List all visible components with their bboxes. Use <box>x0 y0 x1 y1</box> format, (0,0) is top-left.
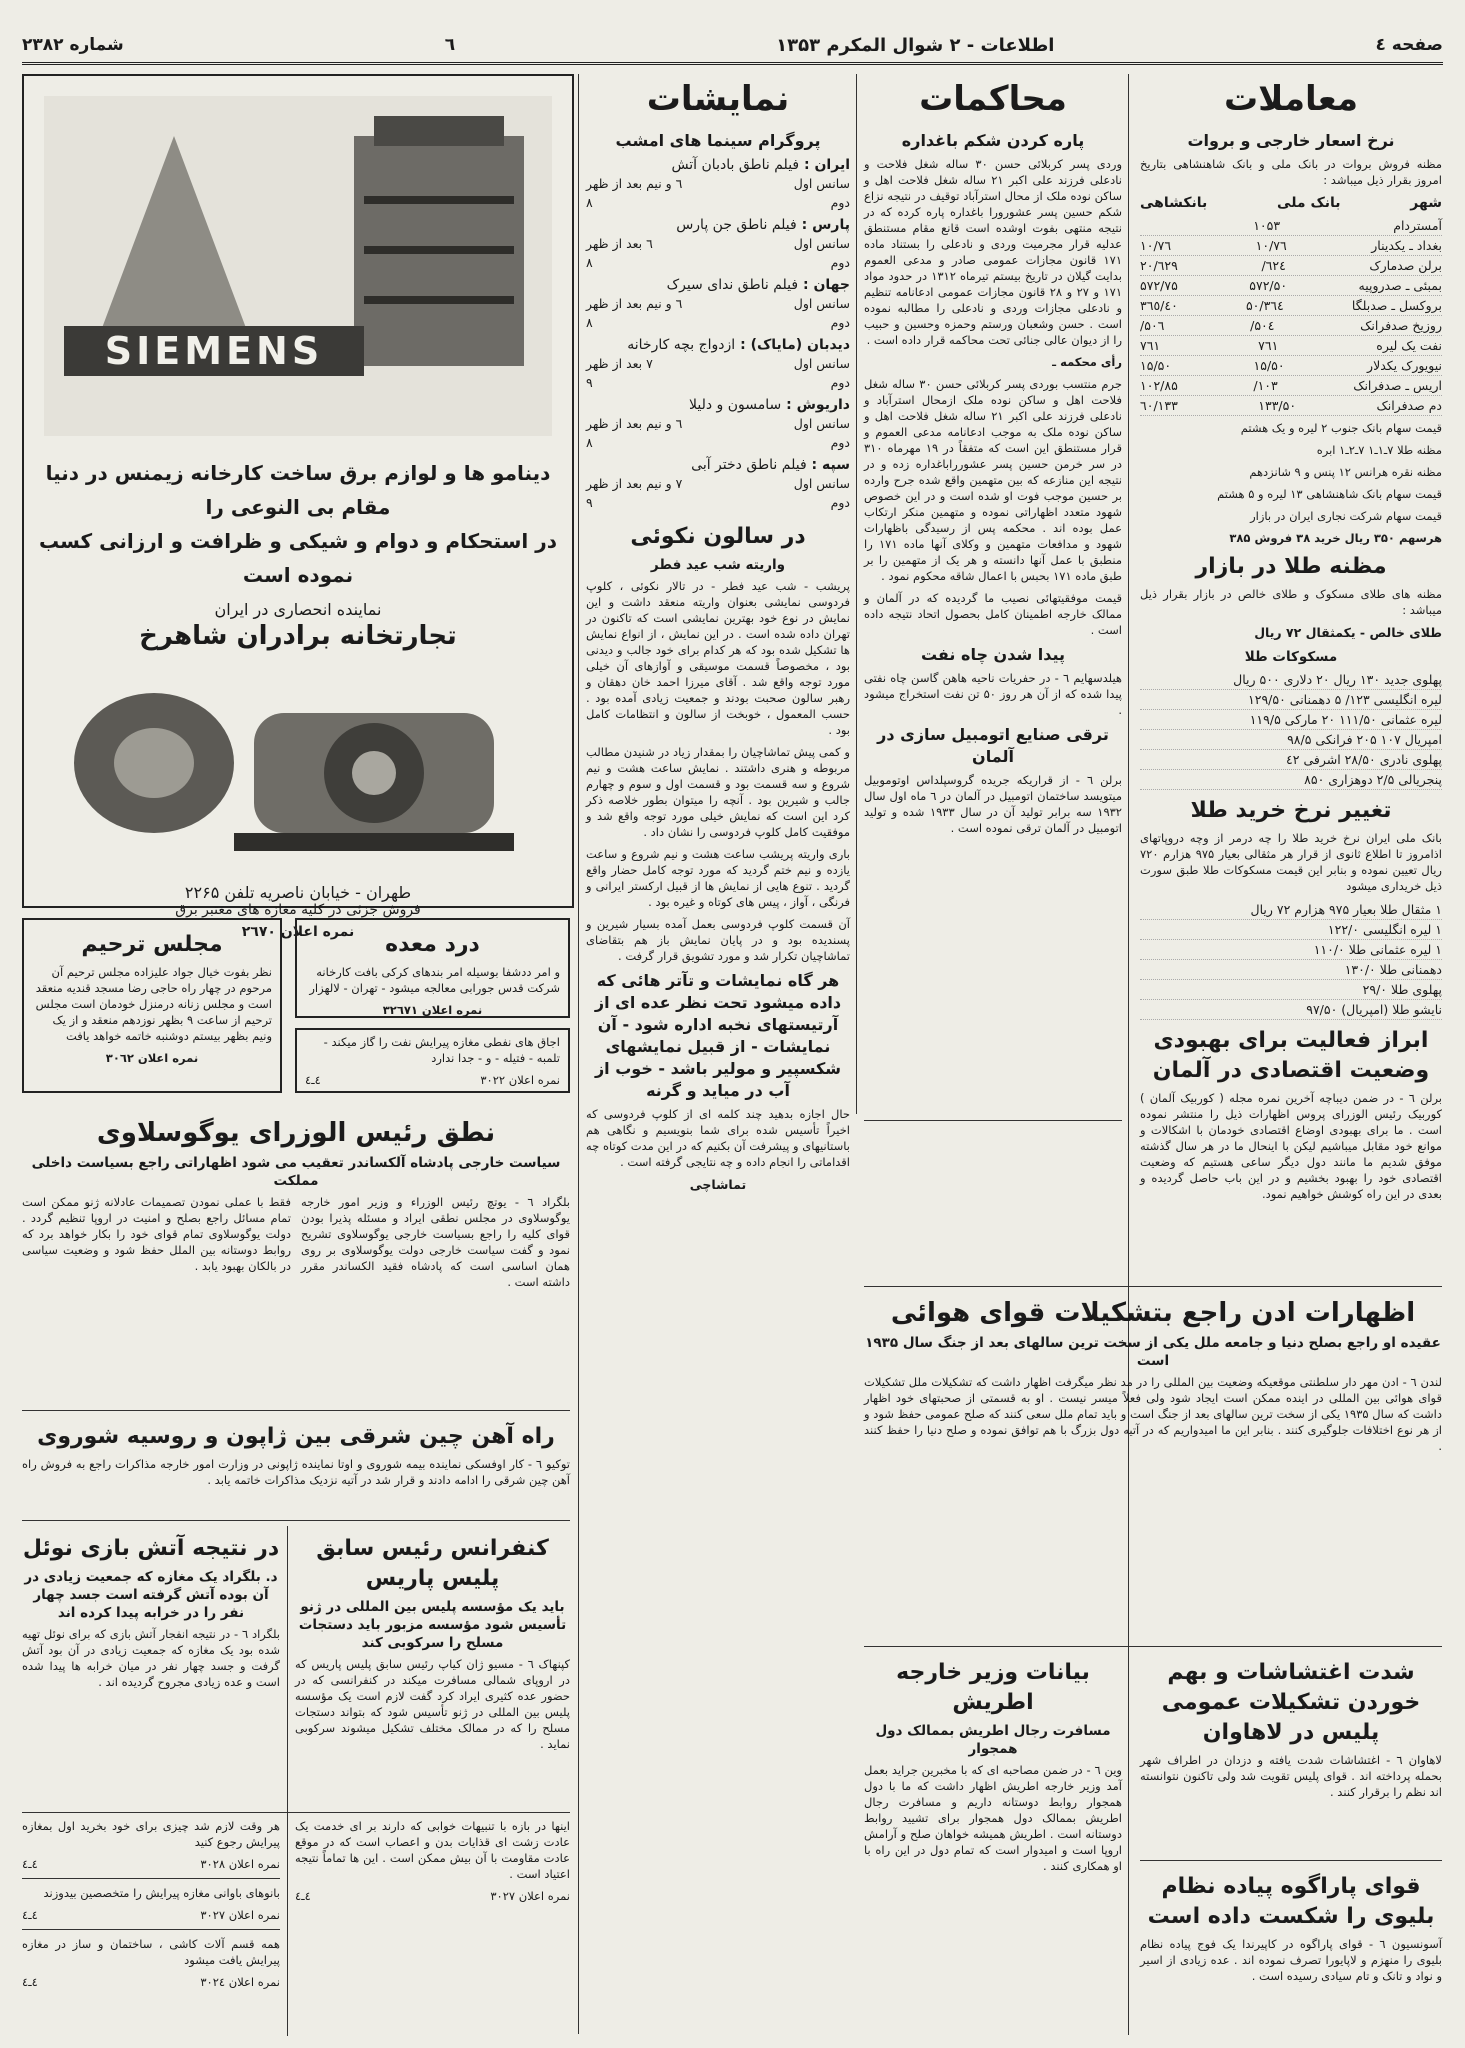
verdict-title: رأی محکمه ـ <box>1052 355 1122 369</box>
nekui-body-3: باری واریته پریشب ساعت هشت و نیم شروع و ساعت یازده و نیم ختم گردید که مورد توجه کامل حضار واقع گردید . تنوع هایی از نمایش ها از قبیل ارکستر ایرانی و فرنگی ، آواز ، پیس های کوتاه و غیره بود . <box>586 847 850 909</box>
change-title: تغییر نرخ خرید طلا <box>1190 798 1392 823</box>
session-time: ۸ <box>586 315 593 330</box>
auto-industry-title: ترقی صنایع اتومبیل سازی در آلمان <box>877 725 1109 766</box>
rate-melli: ۱۵/۵۰ <box>1253 358 1285 373</box>
whenever-ad-body: هر وقت لازم شد چیزی برای خود بخرید اول بمغازه پیرایش رجوع کنید <box>22 1819 280 1849</box>
showtime-row <box>586 193 850 212</box>
rate-shahi: ۵۰٦/ <box>1140 318 1165 333</box>
column-rule <box>287 1526 288 2036</box>
police-title: کنفرانس رئیس سابق پلیس پاریس <box>316 1536 549 1591</box>
fire-title: در نتیجه آتش بازی نوئل <box>22 1536 280 1561</box>
session-label: سانس اول <box>793 176 850 191</box>
showtime-row <box>586 174 850 193</box>
brain-ad <box>295 1818 570 2018</box>
tools-ad-number: نمره اعلان ۳۰۲٤ <box>200 1975 280 1989</box>
session-label: دوم <box>830 195 850 210</box>
siemens-line-2: در استحکام و دوام و شیکی و ظرافت و ارزانی کسب نموده است <box>39 529 557 587</box>
theater-body: حال اجازه بدهید چند کلمه ای از کلوپ فردوسی که اخیراً تأسیس شده برای شما بنویسیم و نگاهی هم باستانیهای و پیشرفت آن بکنیم که در این مدت کوتاه چه اقداماتی را انجام داده و چه نتایجی گرفته است . <box>586 1107 850 1169</box>
cinema-film: فیلم ناطق بادبان آتش <box>671 157 800 173</box>
session-time: ۹ <box>586 495 593 510</box>
tools-ad-body: همه قسم آلات کاشی ، ساختمان و ساز در مغازه پیرایش یافت میشود <box>22 1937 280 1967</box>
session-time: ٦ و نیم بعد از ظهر <box>586 176 683 191</box>
stomach-title: درد معده <box>385 932 480 957</box>
showtime-row <box>586 373 850 392</box>
paraguay-article <box>1140 1866 1442 2026</box>
showtime-row <box>586 493 850 512</box>
section-rule <box>864 1646 1442 1647</box>
mourning-title: مجلس ترحیم <box>81 932 223 957</box>
ladies-ad-body: بانوهای باوانی مغازه پیرایش را متخصصین بیدوزند <box>43 1886 280 1900</box>
yugoslavia-title: نطق رئیس الوزرای یوگوسلاوی <box>96 1118 496 1148</box>
heater-code: ٤ـ٤ <box>305 1073 321 1087</box>
court-body-1: وردی پسر کربلائی حسن ۳۰ ساله شغل فلاحت و نادعلی فرزند علی اکبر ۲۱ ساله شغل فلاحت اهل و ساکن نوده ملک از محال استرآباد توقیف در نتیجه نزاع شکم حسین پسر عشورورا باغداره پاره کرده که در نتیجه منتهی بفوت اوشده است قانع مقام مستنطق عدلیه قرار مجرمیت وردی و نادعلی را بستناد ماده ۱۷۱ قانون مجازات عمومی صادر و مدعی العموم بدایت گیلان در تاریخ بیستم تیرماه ۱۳۱۲ در حدود مواد ۱۷۱ و ۲۷ و ۲۸ قانون مجازات عمومی ادعانامه تنظیم و نادعلی مجازات وردی و نادعلی را مطالبه نموده است . حسن وشعبان ورستم وحمزه وحسین و حبیب را از دیوان عالی جنائی تحت محاکمه قرار داده است . <box>864 157 1123 347</box>
airforce-article <box>864 1290 1442 1540</box>
section-rule <box>1140 1860 1442 1861</box>
court-title: محاکمات <box>919 79 1067 119</box>
rate-shahi: ۳٦٥/٤۰ <box>1140 298 1178 313</box>
rate-row <box>1140 276 1442 296</box>
whenever-ad-number: نمره اعلان ۳۰۲۸ <box>200 1857 280 1871</box>
coin-price-row: امپریال ۱۰۷ ۲۰۵ فرانکی ۹۸/۵ <box>1140 730 1442 750</box>
cinema-entry <box>586 156 850 174</box>
heater-body: اجاق های نفطی مغازه پیرایش نفت را گاز میکند - تلمبه - فتیله - و - جدا ندارد <box>323 1035 560 1065</box>
cinema-list <box>586 156 850 512</box>
section-rule <box>22 1520 570 1521</box>
cinema-film: ازدواج بچه کارخانه <box>627 337 736 353</box>
railway-article <box>22 1416 570 1516</box>
section-rule <box>22 1812 570 1813</box>
stomach-ad <box>295 918 570 1018</box>
siemens-company: تجارتخانه برادران شاهرخ <box>139 621 457 651</box>
theater-signature: تماشاچی <box>689 1177 747 1192</box>
rate-melli: ٦۲٤/ <box>1261 258 1286 273</box>
page-number: ٦ <box>444 35 456 55</box>
rate-row <box>1140 336 1442 356</box>
session-label: دوم <box>830 495 850 510</box>
ladies-ad-footer <box>22 1907 280 1923</box>
whenever-ad-footer <box>22 1856 280 1872</box>
coin-price-row: پهلوی جدید ۱۳۰ ریال ۲۰ دلاری ۵۰۰ ریال <box>1140 670 1442 690</box>
rate-shahi: ۱۳۳/٦۰ <box>1140 398 1178 413</box>
cinema-separator: : <box>799 157 815 173</box>
rates-col-city: شهر <box>1410 195 1442 211</box>
stock-note: قیمت سهام شرکت نجاری ایران در بازار <box>1250 509 1442 523</box>
siemens-brand-text: SIEMENS <box>104 329 324 373</box>
airforce-body: لندن ٦ - ادن مهر دار سلطنتی موقعیکه وضعیت بین المللی را در مد نظر میگرفت اظهار داشت که تشکیلات ملل تشکیلات قوای هوائی بین المللی در اینده ممکن است ایجاد شود ولی فعلاً میسر نیست . او به قسمتی از صحبتهای خود اظهار داشت که سال ۱۹۳۵ یکی از سخت ترین سالهای بعد از جنگ است و باید تمام ملل سعی کنند که صلح عمومی حفظ شود و از هر نوع اختلافات جلوگیری کنند . بنابر این ما امیدواریم که در آتیه دول بزرگ با هم توافق نموده و صلح دنیا را حفظ کنند . <box>864 1375 1442 1453</box>
gold-buy-price-row: نایشو طلا (امپریال) ۹۷/۵۰ <box>1140 1000 1442 1020</box>
rate-melli: ۱۰۳/ <box>1253 378 1278 393</box>
stock-price: هرسهم ۳۵۰ ریال خرید ۳۸ فروش ۳۸۵ <box>1229 531 1442 545</box>
price-note: قیمت موفقیتهائی نصیب ما گردیده که در آلمان و ممالک خارجه اطمینان کامل بحصول اتحاد نتیجه داده است . <box>864 591 1122 637</box>
cinema-name: پارس <box>812 217 850 233</box>
gold-buy-price-row: ۱ لیره انگلیسی ۱۲۲/۰ <box>1140 920 1442 940</box>
session-time: ۸ <box>586 195 593 210</box>
bottom-left-ads <box>22 1818 280 2018</box>
lahore-article <box>1140 1652 1442 1852</box>
cinema-separator: : <box>796 217 813 233</box>
rates-col-melli: بانک ملی <box>1277 195 1341 211</box>
siemens-ad-number: نمره اعلان ۲٦۷۰ <box>241 924 355 940</box>
column-rule <box>578 74 579 2034</box>
rate-city: برلن صدمارک <box>1369 258 1442 273</box>
rate-city: آمستردام <box>1393 218 1442 233</box>
gold-buy-price-row: دهمنانی طلا ۱۳۰/۰ <box>1140 960 1442 980</box>
cinema-name: جهان <box>813 277 850 293</box>
rate-row <box>1140 356 1442 376</box>
rate-city: اریس ـ صدفرانک <box>1353 378 1442 393</box>
cinema-name: ایران <box>814 157 850 173</box>
pure-gold-price: طلای خالص - یکمثقال ۷۲ ریال <box>1254 625 1442 640</box>
court-body-2: جرم منتسب بوردی پسر کربلائی حسن ۳۰ ساله شغل فلاحت اهل و ساکن نوده ملک ازمحال استرآباد و نادعلی فرزند علی اکبر ۲۱ ساله شغل فلاحت اهل و ساکن نوده ملک به موجب ادعانامه مدعی العموم و قرار مستنطق این است که متفقاً در ۱۹ مهرماه ۳۱۰ در سر خرمن حسین پسر عشورراباغداره زده و در نتیجه این منازعه که بین متهمین واقع شده جرح وارده بر حسین موجب فوت او شده است و در این خصوص شهود متعدد اظهاراتی نموده و متهمین منکر ارتکاب عمل بوده اند . محکمه پس از رسیدگی باظهارات شهود و مدافعات متهمین و وکلای آنها ماده ۱۷۱ را منطبق با عمل آنها دانسته و هر یک از متهمین را بر طبق ماده ۱۷۱ بحبس با اعمال شاقه محکوم نمود . <box>864 377 1123 583</box>
ad-divider <box>22 1929 280 1930</box>
session-label: سانس اول <box>793 416 850 431</box>
rate-city: بمبئی ـ صدروپیه <box>1358 278 1442 293</box>
rate-shahi: ۵۷۲/۷۵ <box>1140 278 1178 293</box>
police-body: کپنهاک ٦ - مسیو ژان کیاپ رئیس سابق پلیس پاریس که در اروپای شمالی مسافرت میکند در کنفرانسی که در حضور عده کثیری ایراد کرد گفت لازم است یک مؤسسه پلیس بین المللی در ژنو تأسیس شود که بتواند دستجات مسلح را که در ممالک مختلف تشکیل میشوند سرکوبی نماید . <box>295 1657 570 1751</box>
shows-title: نمایشات <box>646 79 790 119</box>
yugoslavia-body-1: بلگراد ٦ - یوتچ رئیس الوزراء و وزیر امور خارجه یوگوسلاوی در مجلس نطقی ایراد و مسئله پذیرا بودن قوای کلیه را راجع بسیاست خارجی یوگوسلاوی تشریح نمود و گفت سیاست خارجی دولت یوگوسلاوی بر روی همان اساسی است که پادشاه فقید الکساندر مقرر داشته است . <box>301 1195 570 1289</box>
theater-headline: هر گاه نمایشات و تآتر هائی که داده میشود تحت نظر عده ای از آرتیستهای نخبه اداره شود - آن نمایشات - از قبیل نمایشهای شکسپیر و مولیر باشد - خوب از آب در میاید و گرنه <box>594 971 842 1100</box>
rates-header-row <box>1140 194 1442 212</box>
gold-market-intro: مظنه های طلای مسکوک و طلای خالص در بازار بقرار ذیل میباشد : <box>1140 587 1442 617</box>
showtime-row <box>586 354 850 373</box>
rate-melli: ۵۷۲/۵۰ <box>1249 278 1288 293</box>
nekui-body-2: و کمی پیش تماشاچیان را بمقدار زیاد در شنیدن مطالب مربوطه و هنری داشتند . نمایش ساعت هشت و نیم شروع و سه قسمت بود و قسمت اول و سوم و چهارم جالب و شیرین بود . آنچه را میتوان بطور خلاصه ذکر کرد این است که نمایش خیلی مورد توجه واقع شد و موفقیت کامل کلوپ فردوسی را نشان داد . <box>586 745 850 839</box>
session-label: سانس اول <box>793 356 850 371</box>
cinema-name: داریوش <box>796 397 850 413</box>
court-headline-1: پاره کردن شکم باغداره <box>901 131 1085 150</box>
brain-ad-body: اینها در بازه با تنبیهات خوابی که دارند بر ای خدمت یک عادت زشت ای قذایات بدن و اعصاب است که در موقع عادت مقاومت با آن بیش ممکن است . این ها تماماً نتیجه اعتیاد است . <box>295 1819 570 1881</box>
column-rule <box>1128 1650 1129 2035</box>
rate-shahi: ۷٦۱ <box>1140 338 1161 353</box>
showtime-row <box>586 313 850 332</box>
coin-price-row: لیره عثمانی ۱۱۱/۵۰ ۲۰ مارکی ۱۱٩/۵ <box>1140 710 1442 730</box>
session-time: ۷ بعد از ظهر <box>586 356 653 371</box>
fire-article <box>22 1528 280 1808</box>
rate-shahi: ۱۰۲/۸۵ <box>1140 378 1178 393</box>
shahi-shares: قیمت سهام بانک شاهنشاهی ۱۳ لیره و ۵ هشتم <box>1217 487 1442 501</box>
austria-sub: مسافرت رجال اطریش بممالک دول همجوار <box>875 1723 1111 1757</box>
bank-south-shares: قیمت سهام بانک جنوب ۲ لیره و یک هشتم <box>1240 421 1442 435</box>
economy-body: برلن ٦ - در ضمن دیباچه آخرین نمره مجله ( کوربیک آلمان ) کوربیک رئیس الوزرای پروس اظهارات ذیل را منتشر نموده است . ما برای بهبودی اوضاع اقتصادی خودمان با اشکالات و موانع خود مقابل میباشیم لیکن با اینحال ما در هر سال گذشته موفق شدیم ما مانند دول دیگر ساعی هستیم که وضعیت اقتصادی خود را بهبود بخشیم و در این باب حاصل گردیده و بعدی در این راه کوشش خواهیم نمود. <box>1140 1091 1442 1201</box>
siemens-machinery-illustration <box>24 76 572 456</box>
brain-ad-code: ٤ـ٤ <box>295 1889 311 1903</box>
siemens-address: طهران - خیابان ناصریه تلفن ۲۲۶۵ <box>184 883 412 902</box>
rate-city: بغداد ـ یکدینار <box>1371 238 1442 253</box>
rate-row <box>1140 396 1442 416</box>
cinema-film: سامسون و دلیلا <box>688 397 782 413</box>
rate-row <box>1140 296 1442 316</box>
railway-body: توکیو ٦ - کار اوفسکی نماینده بیمه شوروی و اوتا نماینده ژاپونی در وزارت امور خارجه مذاکرات راجع به فروش راه آهن چین شرقی را ادامه دادند و قرار شد در آتیه نزدیک مذاکرات خاتمه یابد . <box>22 1457 570 1487</box>
police-sub: باید یک مؤسسه پلیس بین المللی در ژنو تأسیس شود مؤسسه مزبور باید دستجات مسلح را سرکوبی کند <box>298 1599 567 1651</box>
airforce-title: اظهارات ادن راجع بتشکیلات قوای هوائی <box>890 1298 1416 1328</box>
rate-shahi: ۷٦/۱۰ <box>1140 238 1172 253</box>
rate-city: نیویورک یکدلار <box>1367 358 1442 373</box>
nekui-body-1: پریشب - شب عید فطر - در تالار نکوئی ، کلوپ فردوسی نمایشی بعنوان واریته منعقد داشت و این نمایش در نوع خود بهترین نمایشی است که تاکنون در تهران داده شده است . در این نمایش ، از انواع نمایش ها تشکیل شده بود که هر کدام برای خود جالب و دیدنی بود ، مخصوصاً قسمت موسیقی و آوازهای آن خیلی مورد توجه واقع شد . آقای میرزا احمد خان دهقان و رهبر سالون صحبت بودند و جمعیت زیادی آمده بود . حسب المعمول ، خوبخت از سالون و انتظامات کامل بود . <box>586 579 850 737</box>
nekui-salon-title: در سالون نکوئی <box>630 524 806 549</box>
paraguay-title: قوای پاراگوه پیاده نظام بلیوی را شکست داده است <box>1147 1874 1435 1929</box>
rate-row <box>1140 236 1442 256</box>
cinema-separator: : <box>806 457 823 473</box>
yugoslavia-article <box>22 1110 570 1410</box>
showtime-row <box>586 474 850 493</box>
session-label: دوم <box>830 255 850 270</box>
rates-intro: مظنه فروش بروات در بانک ملی و بانک شاهنشاهی بتاریخ امروز بقرار ذیل میباشد : <box>1140 157 1442 187</box>
police-article <box>295 1528 570 1808</box>
paraguay-body: آسونسیون ٦ - قوای پاراگوه در کاپیرندا یک فوج پیاده نظام بلیوی را منهزم و لاپایورا تصرف نموده اند . عده زیادی از اسیر و نواد و تانک و تام سیادی رسیده است . <box>1140 1937 1442 1983</box>
cinema-entry <box>586 216 850 234</box>
siemens-advertisement <box>22 74 574 940</box>
siemens-agent: نماینده انحصاری در ایران <box>214 600 382 619</box>
coin-price-row: پهلوی نادری ۲۸/۵۰ اشرفی ٤۲ <box>1140 750 1442 770</box>
cinema-name: سپه <box>822 457 850 473</box>
issue-number: شماره ۲۳۸۲ <box>22 35 124 55</box>
nekui-salon-sub: واریته شب عید فطر <box>650 557 786 573</box>
rates-heading: نرخ اسعار خارجی و بروات <box>1187 131 1395 150</box>
showtime-row <box>586 294 850 313</box>
masthead <box>22 28 1443 65</box>
rate-city: روزیخ صدفرانک <box>1360 318 1442 333</box>
section-rule <box>864 1120 1122 1121</box>
cinema-name: دیدبان (مایاک) <box>750 337 850 353</box>
cinema-entry <box>586 456 850 474</box>
session-time: ٦ بعد از ظهر <box>586 236 653 251</box>
austria-body: وین ٦ - در ضمن مصاحبه ای که با مخبرین جراید بعمل آمد وزیر خارجه اطریش اظهار داشت که ما با دول همجوار روابط دوستانه داریم و مسافرت رجال اطریش بممالک دول همجوار برای تشیید روابط دوستانه است . اطریش همیشه خواهان صلح و آرامش اروپا است و امیدوار است که تمام دول در این راه با او همکاری کنند . <box>864 1763 1122 1873</box>
fire-sub: د. بلگراد یک مغازه که جمعیت زیادی در آن بوده آتش گرفته است جسد چهار نفر را در خرابه پیدا کرده اند <box>24 1569 278 1621</box>
generator-illustration <box>24 653 572 883</box>
session-time: ۸ <box>586 255 593 270</box>
rate-melli: ۷٦/۱۰ <box>1255 238 1287 253</box>
gold-quote: مظنه طلا ۷ـ۱ـ۱ ۷ـ۲ـ۱ ابره <box>1316 443 1442 457</box>
court-column <box>864 74 1122 1114</box>
siemens-line-1: دینامو ها و لوازم برق ساخت کارخانه زیمنس در دنیا مقام بی النوعی را <box>45 461 551 519</box>
rate-city: دم صدفرانک <box>1376 398 1442 413</box>
tools-ad-code: ٤ـ٤ <box>22 1975 38 1989</box>
showtime-row <box>586 234 850 253</box>
lahore-body: لاهاوان ٦ - اغتشاشات شدت یافته و دزدان در اطراف شهر بحمله پرداخته اند . قوای پلیس تقویت شد ولی تاکنون نتوانسته اند نظم را برقرار کنند . <box>1140 1753 1442 1799</box>
cinema-entry <box>586 396 850 414</box>
page-label: صفحه ٤ <box>1375 35 1443 55</box>
change-list <box>1140 900 1442 1020</box>
rate-melli: ۷٦۱ <box>1258 338 1279 353</box>
session-label: دوم <box>830 375 850 390</box>
ladies-ad-code: ٤ـ٤ <box>22 1908 38 1922</box>
cinema-film: فیلم ناطق ندای سیرک <box>666 277 799 293</box>
rate-city: بروکسل ـ صدبلگا <box>1351 298 1442 313</box>
coin-price-row: لیره انگلیسی ۱۲۳/ ۵ دهمنانی ۱۲٩/۵۰ <box>1140 690 1442 710</box>
whenever-ad-code: ٤ـ٤ <box>22 1857 38 1871</box>
rate-melli: ۳٦٤/۵۰ <box>1245 298 1284 313</box>
rate-city: نفت یک لیره <box>1376 338 1442 353</box>
fire-body: بلگراد ٦ - در نتیجه انفجار آتش بازی که برای نوئل تهیه شده بود یک مغازه که جمعیت زیادی در آن بود آتش گرفت و جسد چهار نفر در میان خرابه ها پیدا شده است و عده زیادی مجروح گردیده اند . <box>22 1627 280 1689</box>
cinema-separator: : <box>781 397 797 413</box>
stomach-body: و امر ددشفا بوسیله امر بندهای کرکی بافت کارخانه شرکت قدس جورابی معالجه میشود - تهران - لالهزار <box>309 965 560 995</box>
showtime-row <box>586 253 850 272</box>
rate-melli: ۱۰۵۳ <box>1253 218 1281 233</box>
rate-row <box>1140 376 1442 396</box>
nekui-body-4: آن قسمت کلوپ فردوسی بعمل آمده بسیار شیرین و پسندیده بود و در پایان نمایش باز هم بتقاضای تماشاچیان تکرار شد و مورد تشویق قرار گرفت . <box>586 917 850 963</box>
session-time: ۸ <box>586 435 593 450</box>
siemens-sale: فروش جزئی در کلیه مغازه های معتبر برق <box>175 902 421 918</box>
yugoslavia-columns <box>22 1194 570 1296</box>
lahore-title: شدت اغتشاشات و بهم خوردن تشکیلات عمومی پلیس در لاهاوان <box>1161 1660 1421 1745</box>
session-time: ٦ و نیم بعد از ظهر <box>586 296 683 311</box>
oil-well-body: هیلدسهایم ٦ - در حفریات ناحیه هاهن گاسن چاه نفتی پیدا شده که از آن هر روز ۵۰ تن نفت استخراج میشود . <box>864 671 1122 717</box>
section-rule <box>864 1286 1442 1287</box>
airforce-sub: عقیده او راجع بصلح دنیا و جامعه ملل یکی از سخت ترین سالهای بعد از جنگ سال ۱۹۳۵ است <box>865 1335 1441 1369</box>
brain-ad-number: نمره اعلان ۳۰۲۷ <box>490 1889 570 1903</box>
showtime-row <box>586 414 850 433</box>
transactions-title: معاملات <box>1223 79 1359 119</box>
oil-well-title: پیدا شدن چاه نفت <box>920 645 1066 664</box>
cinema-separator: : <box>798 277 814 293</box>
rate-shahi: ٦۲٩/۲۰ <box>1140 258 1178 273</box>
rate-melli: ۱۳۳/۵۰ <box>1258 398 1297 413</box>
session-time: ٦ و نیم بعد از ظهر <box>586 416 683 431</box>
cinema-film: فیلم ناطق دختر آبی <box>691 457 807 473</box>
section-rule <box>22 1410 570 1411</box>
cinema-entry <box>586 276 850 294</box>
coins-title: مسکوکات طلا <box>1244 649 1338 665</box>
coin-price-row: پنجریالی ۲/۵ دوهزاری ۸۵۰ <box>1140 770 1442 790</box>
mourning-body: نظر بفوت خیال جواد علیزاده مجلس ترحیم آن مرحوم در چهار راه حاجی رضا مسجد قندیه منعقد است و مجلس زنانه درمنزل خودمان است مجلس ترحیم از ساعت ۹ بظهر نوزدهم منعقد و از یک ونیم بظهر بیستم دوشنبه خاتمه خواهد یافت <box>35 965 272 1043</box>
cinema-program-title: پروگرام سینما های امشب <box>615 131 821 150</box>
yugoslavia-body-2: فقط با عملی نمودن تصمیمات عادلانه ژنو ممکن است تمام مسائل راجع بصلح و امنیت در اروپا تنظیم گردد . دولت یوگوسلاوی تمام قوای خود را بکار خواهد برد که روابط دوستانه بین الملل حفظ شود و وضعیت سیاسی در بالکان بهبود یابد . <box>22 1195 291 1273</box>
rate-shahi: ۱۵/۵۰ <box>1140 358 1172 373</box>
ad-divider <box>22 1878 280 1879</box>
session-label: دوم <box>830 315 850 330</box>
column-rule <box>856 74 857 1114</box>
rates-col-shahi: بانکشاهی <box>1140 195 1208 211</box>
rates-table <box>1140 216 1442 416</box>
gold-buy-price-row: پهلوی طلا ۲۹/۰ <box>1140 980 1442 1000</box>
heater-number: نمره اعلان ۳۰۲۲ <box>480 1073 560 1087</box>
economy-title: ابراز فعالیت برای بهبودی وضعیت اقتصادی در آلمان <box>1152 1028 1430 1083</box>
tools-ad-footer <box>22 1974 280 1990</box>
brain-ad-footer <box>295 1888 570 1904</box>
rate-row <box>1140 216 1442 236</box>
cinema-entry <box>586 336 850 354</box>
session-label: سانس اول <box>793 296 850 311</box>
change-body: بانک ملی ایران نرخ خرید طلا را چه درمر از وچه دروپاتهای اذامروز تا اطلاع ثانوی از قرار هر مثقالی بعیار ۹۷۵ هزارم ۷۲۰ ریال تعیین نموده و بنابر این قیمت مسکوکات طلا طبق سورت ذیل خریداری میشود <box>1140 831 1443 893</box>
coins-list <box>1140 670 1442 790</box>
auto-industry-body: برلن ٦ - از قراریکه جریده گروسپلداس اوتوموبیل میتویسد ساختمان اتومبیل در آلمان در ٦ ماه اول سال ۱۹۳۲ سه برابر تولید آن در سال ۱۹۳۳ شده و تولید اتومبیل در آلمان ترقی نموده است . <box>864 773 1122 835</box>
showtime-row <box>586 433 850 452</box>
austria-article <box>864 1652 1122 2032</box>
heater-footer <box>305 1072 560 1088</box>
shows-column <box>586 74 850 2024</box>
gold-buy-price-row: ۱ مثقال طلا بعیار ۹۷۵ هزارم ۷۲ ریال <box>1140 900 1442 920</box>
silver-quote: مظنه نقره هرانس ۱۲ پنس و ۹ شانزدهم <box>1249 465 1442 479</box>
mourning-number: نمره اعلان ۳۰٦۲ <box>105 1051 199 1065</box>
rate-row <box>1140 316 1442 336</box>
session-time: ۹ <box>586 375 593 390</box>
gold-buy-price-row: ۱ لیره عثمانی طلا ۱۱۰/۰ <box>1140 940 1442 960</box>
cinema-film: فیلم ناطق جن پارس <box>676 217 797 233</box>
railway-title: راه آهن چین شرقی بین ژاپون و روسیه شوروی <box>37 1424 555 1449</box>
masthead-date: اطلاعات - ۲ شوال المکرم ۱۳۵۳ <box>776 34 1055 56</box>
session-label: دوم <box>830 435 850 450</box>
heater-ad <box>295 1028 570 1093</box>
session-label: سانس اول <box>793 236 850 251</box>
austria-title: بیانات وزیر خارجه اطریش <box>896 1660 1090 1715</box>
mourning-notice <box>22 918 282 1093</box>
yugoslavia-sub: سیاست خارجی پادشاه آلکساندر تعقیب می شود اظهاراتی راجع بسیاست داخلی مملکت <box>31 1155 561 1189</box>
session-label: سانس اول <box>793 476 850 491</box>
gold-market-title: مظنه طلا در بازار <box>1195 554 1387 579</box>
session-time: ۷ و نیم بعد از ظهر <box>586 476 683 491</box>
rate-melli: ۵۰٤/ <box>1250 318 1275 333</box>
ladies-ad-number: نمره اعلان ۳۰۲۷ <box>200 1908 280 1922</box>
stomach-number: نمره اعلان ۳۲٦٧۱ <box>382 1003 483 1017</box>
cinema-separator: : <box>735 337 751 353</box>
rate-row <box>1140 256 1442 276</box>
